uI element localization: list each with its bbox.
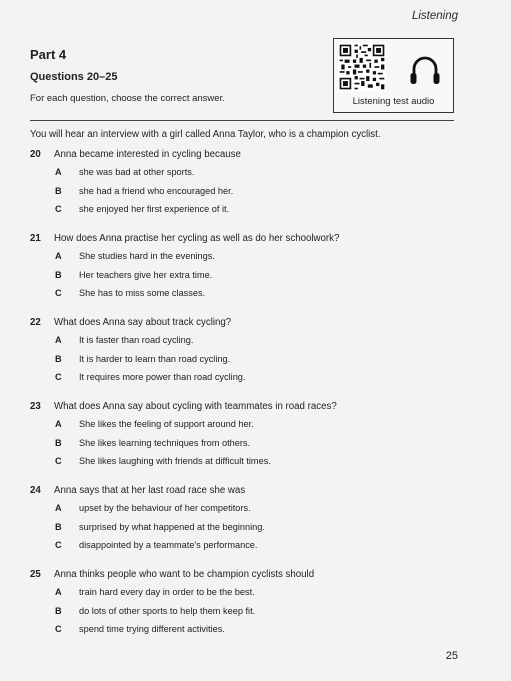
option-a[interactable] xyxy=(30,249,460,268)
option-letter: C xyxy=(55,456,62,466)
option-letter: A xyxy=(55,419,62,429)
option-letter: C xyxy=(55,372,62,382)
option-b[interactable] xyxy=(30,184,460,203)
option-text: She likes laughing with friends at difficult times. xyxy=(79,456,271,466)
option-letter: B xyxy=(55,437,62,448)
option-text: It is harder to learn than road cycling. xyxy=(79,353,231,364)
option-letter: C xyxy=(55,624,62,634)
option-letter: C xyxy=(55,204,62,214)
option-b[interactable] xyxy=(30,520,460,539)
question-number: 22 xyxy=(30,317,41,328)
option-c[interactable] xyxy=(30,286,460,305)
option-text: train hard every day in order to be the best. xyxy=(79,587,255,597)
question-24 xyxy=(30,484,460,557)
option-letter: C xyxy=(55,288,62,298)
option-c[interactable] xyxy=(30,202,460,221)
option-b[interactable] xyxy=(30,604,460,623)
option-text: surprised by what happened at the beginning. xyxy=(79,521,265,532)
option-text: She likes learning techniques from others. xyxy=(79,437,251,448)
option-text: do lots of other sports to help them keep fit. xyxy=(79,605,256,616)
question-22 xyxy=(30,316,460,389)
question-text: Anna became interested in cycling because xyxy=(54,149,241,160)
option-letter: A xyxy=(55,503,62,513)
option-letter: A xyxy=(55,251,62,261)
option-a[interactable] xyxy=(30,165,460,184)
option-a[interactable] xyxy=(30,585,460,604)
question-text: What does Anna say about cycling with teammates in road races? xyxy=(54,401,337,412)
option-text: she had a friend who encouraged her. xyxy=(79,185,234,196)
option-text: It is faster than road cycling. xyxy=(79,335,194,345)
option-letter: A xyxy=(55,167,62,177)
option-text: upset by the behaviour of her competitors. xyxy=(79,503,251,513)
questions-range: Questions 20–25 xyxy=(30,71,118,83)
question-number: 25 xyxy=(30,569,41,580)
qr-code-icon[interactable] xyxy=(338,43,386,91)
audio-label: Listening test audio xyxy=(352,96,435,107)
option-b[interactable] xyxy=(30,352,460,371)
question-20 xyxy=(30,148,460,221)
question-21 xyxy=(30,232,460,305)
page-number: 25 xyxy=(445,650,458,662)
question-stem xyxy=(30,400,460,417)
question-number: 23 xyxy=(30,401,41,412)
option-text: disappointed by a teammate's performance. xyxy=(79,540,258,550)
option-b[interactable] xyxy=(30,268,460,287)
option-a[interactable] xyxy=(30,417,460,436)
question-text: Anna thinks people who want to be champion cyclists should xyxy=(54,569,315,580)
option-letter: A xyxy=(55,335,62,345)
question-stem xyxy=(30,232,460,249)
question-text: What does Anna say about track cycling? xyxy=(54,317,232,328)
section-label: Listening xyxy=(411,10,458,22)
question-stem xyxy=(30,568,460,585)
question-stem xyxy=(30,148,460,165)
option-text: she was bad at other sports. xyxy=(79,167,195,177)
question-stem xyxy=(30,316,460,333)
option-letter: A xyxy=(55,587,62,597)
part-title: Part 4 xyxy=(30,47,67,62)
option-text: Her teachers give her extra time. xyxy=(79,269,213,280)
option-c[interactable] xyxy=(30,454,460,473)
option-a[interactable] xyxy=(30,333,460,352)
intro-text: You will hear an interview with a girl called Anna Taylor, who is a champion cyclist. xyxy=(30,129,381,140)
instruction-text: For each question, choose the correct answer. xyxy=(30,93,225,104)
option-letter: B xyxy=(55,185,62,196)
option-b[interactable] xyxy=(30,436,460,455)
option-text: She studies hard in the evenings. xyxy=(79,251,215,261)
option-letter: B xyxy=(55,353,62,364)
question-number: 24 xyxy=(30,485,41,496)
audio-box[interactable] xyxy=(333,38,454,113)
option-letter: C xyxy=(55,540,62,550)
question-23 xyxy=(30,400,460,473)
option-text: It requires more power than road cycling. xyxy=(79,372,246,382)
question-number: 21 xyxy=(30,233,41,244)
question-stem xyxy=(30,484,460,501)
divider xyxy=(30,120,454,121)
option-text: spend time trying different activities. xyxy=(79,624,225,634)
question-25 xyxy=(30,568,460,641)
option-a[interactable] xyxy=(30,501,460,520)
option-c[interactable] xyxy=(30,538,460,557)
option-letter: B xyxy=(55,521,62,532)
option-letter: B xyxy=(55,269,62,280)
option-c[interactable] xyxy=(30,370,460,389)
option-letter: B xyxy=(55,605,62,616)
option-text: she enjoyed her first experience of it. xyxy=(79,204,230,214)
option-text: She likes the feeling of support around her. xyxy=(79,419,254,429)
headphones-icon xyxy=(406,51,444,89)
option-c[interactable] xyxy=(30,622,460,641)
question-list xyxy=(30,148,460,652)
question-number: 20 xyxy=(30,149,41,160)
question-text: Anna says that at her last road race she was xyxy=(54,485,246,496)
question-text: How does Anna practise her cycling as well as do her schoolwork? xyxy=(54,233,340,244)
option-text: She has to miss some classes. xyxy=(79,288,206,298)
